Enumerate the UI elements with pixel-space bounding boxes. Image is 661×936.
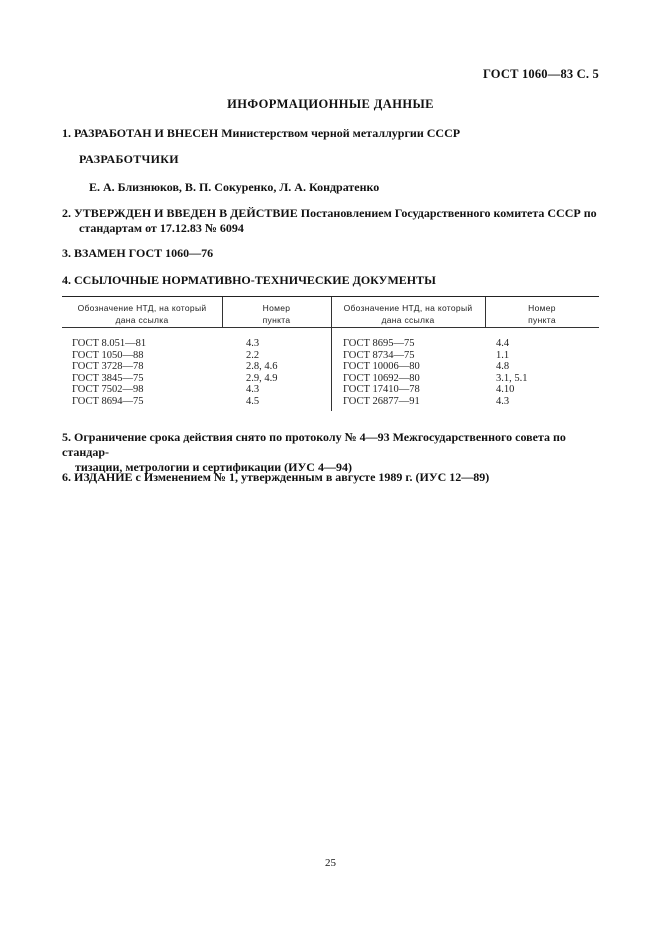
header-rule [62,327,599,328]
table-cell: ГОСТ 10006—80 [343,361,420,372]
header-line: Номер [528,303,556,313]
table-cell: ГОСТ 3728—78 [72,361,144,372]
header-point-left [222,302,331,326]
header-doc-left [62,302,222,326]
table-cell: 4.5 [246,395,260,407]
section-1-text: Министерством черной металлургии СССР [221,126,461,140]
table-cell: 4.3 [246,384,260,395]
header-line: Обозначение НТД, на который [343,303,473,313]
header-doc-right [331,302,485,326]
table-cell: 1.1 [496,349,510,361]
table-cell: 4.3 [246,338,260,349]
section-5-line-1: 5. Ограничение срока действия снято по протоколу № 4—93 Межгосударственного совета по стандар- [62,430,566,459]
table-cell: ГОСТ 10692—80 [343,372,420,384]
section-5 [62,430,599,475]
section-1-lead: 1. РАЗРАБОТАН И ВНЕСЕН [62,126,219,140]
section-2-continuation: стандартам от 17.12.83 № 6094 [79,221,244,235]
table-cell: 3.1, 5.1 [496,372,528,384]
table-cell: ГОСТ 3845—75 [72,372,144,384]
reference-table [62,296,599,411]
table-cell: ГОСТ 7502—98 [72,384,144,395]
table-cell: ГОСТ 1050—88 [72,349,144,361]
table-cell: 2.8, 4.6 [246,361,278,372]
left-docs-column [72,338,146,407]
header-point-right [485,302,599,326]
header-line: пункта [528,315,556,325]
table-cell: ГОСТ 8.051—81 [72,338,147,349]
header-line: пункта [262,315,291,325]
right-points-column [496,338,528,407]
table-cell: ГОСТ 8694—75 [72,395,144,407]
left-points-column [246,338,278,407]
section-1 [62,126,599,141]
section-2-text: Постановлением Государственного комитета СССР по [300,206,597,220]
right-docs-column [343,338,420,407]
table-cell: 4.4 [496,338,510,349]
table-cell: ГОСТ 8695—75 [343,338,415,349]
table-cell: ГОСТ 26877—91 [343,395,420,407]
header-line: Обозначение НТД, на который [77,303,207,313]
section-2 [62,206,599,236]
table-cell: ГОСТ 8734—75 [343,349,415,361]
section-4: 4. ССЫЛОЧНЫЕ НОРМАТИВНО-ТЕХНИЧЕСКИЕ ДОКУМЕНТЫ [62,273,436,287]
header-line: Номер [262,303,291,313]
developers-heading: РАЗРАБОТЧИКИ [79,152,179,166]
table-cell: 2.2 [246,349,260,361]
table-cell: 2.9, 4.9 [246,372,278,384]
page-number: 25 [325,857,336,869]
table-cell: ГОСТ 17410—78 [343,384,420,395]
table-cell: 4.10 [496,384,515,395]
section-6: 6. ИЗДАНИЕ с Изменением № 1, утвержденным в августе 1989 г. (ИУС 12—89) [62,470,490,484]
table-cell: 4.3 [496,395,510,407]
section-2-lead: 2. УТВЕРЖДЕН И ВВЕДЕН В ДЕЙСТВИЕ [62,206,298,220]
section-3: 3. ВЗАМЕН ГОСТ 1060—76 [62,246,214,260]
header-reference: ГОСТ 1060—83 С. 5 [482,67,599,81]
header-line: дана ссылка [115,315,169,325]
developers-names: Е. А. Близнюков, В. П. Сокуренко, Л. А. Кондратенко [89,180,380,194]
section-5-line-2: тизации, метрологии и сертификации (ИУС 4—94) [75,460,352,474]
header-line: дана ссылка [381,315,435,325]
page-title: ИНФОРМАЦИОННЫЕ ДАННЫЕ [227,97,434,111]
table-cell: 4.8 [496,361,510,372]
